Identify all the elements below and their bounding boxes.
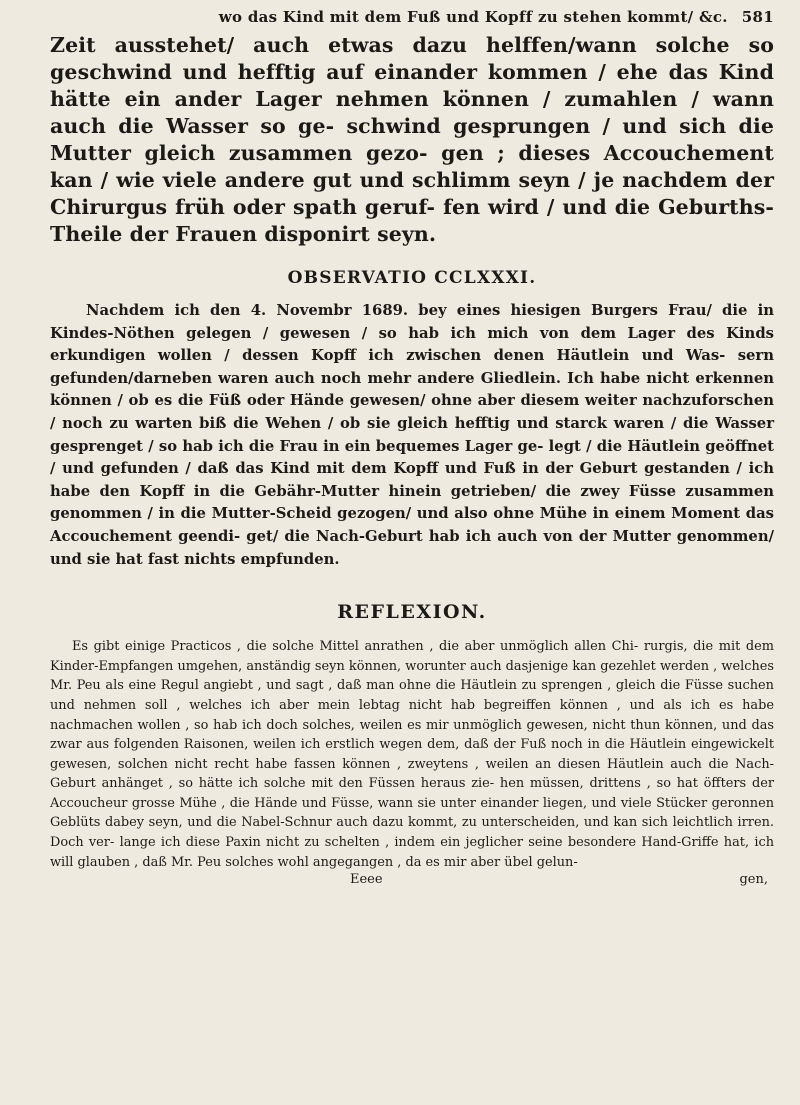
observation-paragraph: Nachdem ich den 4. Novembr 1689. bey eines hiesigen Burgers Frau/ die in Kindes-Nöthen gelegen / gewesen / so hab ich mich von dem Lager des Kinds erkundigen wollen / dessen Kopff ich zwischen denen Häutlein und Was- sern gefunden/darneben waren auch noch mehr andere Gliedlein. Ich habe nicht erkennen können / ob es die Füß oder Hände gewesen/ ohne aber diesem weiter nachzuforschen / noch zu warten biß die Wehen / ob sie gleich hefftig und starck waren / die Wasser gesprenget / so hab ich die Frau in ein bequemes Lager ge- legt / die Häutlein geöffnet / und gefunden / daß das Kind mit dem Kopff und Fuß in der Geburt gestanden / ich habe den Kopff in die Gebähr-Mutter hinein getrieben/ die zwey Füsse zusammen genommen / in die Mutter-Scheid gezogen/ und also ohne Mühe in einem Moment das Accouchement geendi- get/ die Nach-Geburt hab ich auch von der Mutter genommen/ und sie hat fast nichts empfunden. — [50, 302, 774, 568]
signature-mark: Eeee — [350, 872, 383, 888]
running-head — [50, 8, 774, 26]
page-number: 581 — [741, 8, 774, 26]
catchword: gen, — [739, 872, 768, 888]
running-head-text: wo das Kind mit dem Fuß und Kopff zu stehen kommt/ &c. — [218, 8, 728, 26]
reflexion-heading: REFLEXION. — [337, 601, 487, 624]
catchline — [50, 872, 774, 887]
lead-paragraph: Zeit ausstehet/ auch etwas dazu helffen/wann solche so geschwind und hefftig auf einander kommen / ehe das Kind hätte ein ander Lager nehmen können / zumahlen / wann auch die Wasser so ge- schwind gesprungen / und sich die Mutter gleich zusammen gezo- gen ; dieses Accouchement kan / wie viele andere gut und schlimm seyn / je nachdem der Chirurgus früh oder spath geruf- fen wird / und die Geburths-Theile der Frauen disponirt seyn. — [50, 33, 774, 246]
reflexion-paragraph: Es gibt einige Practicos , die solche Mittel anrathen , die aber unmöglich allen Chi- rurgis, die mit dem Kinder-Empfangen umgehen, anständig seyn können, worunter auch dasjenige kan gezehlet werden , welches Mr. Peu als eine Regul angiebt , und sagt , daß man ohne die Häutlein zu sprengen , gleich die Füsse suchen und nehmen soll , welches ich aber mein lebtag nicht hab begreiffen können , und als ich es habe nachmachen wollen , so hab ich doch solches, weilen es mir unmöglich gewesen, nicht thun können, und das zwar aus folgenden Raisonen, weilen ich erstlich wegen dem, daß der Fuß noch in die Häutlein eingewickelt gewesen, solchen nicht recht habe fassen können , zweytens , weilen an diesen Häutlein auch die Nach-Geburt anhänget , so hätte ich solche mit den Füssen heraus zie- hen müssen, drittens , so hat öffters der Accoucheur grosse Mühe , die Hände und Füsse, wann sie unter einander liegen, und viele Stücker geronnen Geblüts dabey seyn, und die Nabel-Schnur auch dazu kommt, zu unterscheiden, und kan sich leichtlich irren. Doch ver- lange ich diese Paxin nicht zu schelten , indem ein jeglicher seine besondere Hand-Griffe hat, ich will glauben , daß Mr. Peu solches wohl angegangen , da es mir aber übel gelun- — [50, 639, 774, 870]
observation-heading: OBSERVATIO CCLXXXI. — [287, 268, 537, 288]
